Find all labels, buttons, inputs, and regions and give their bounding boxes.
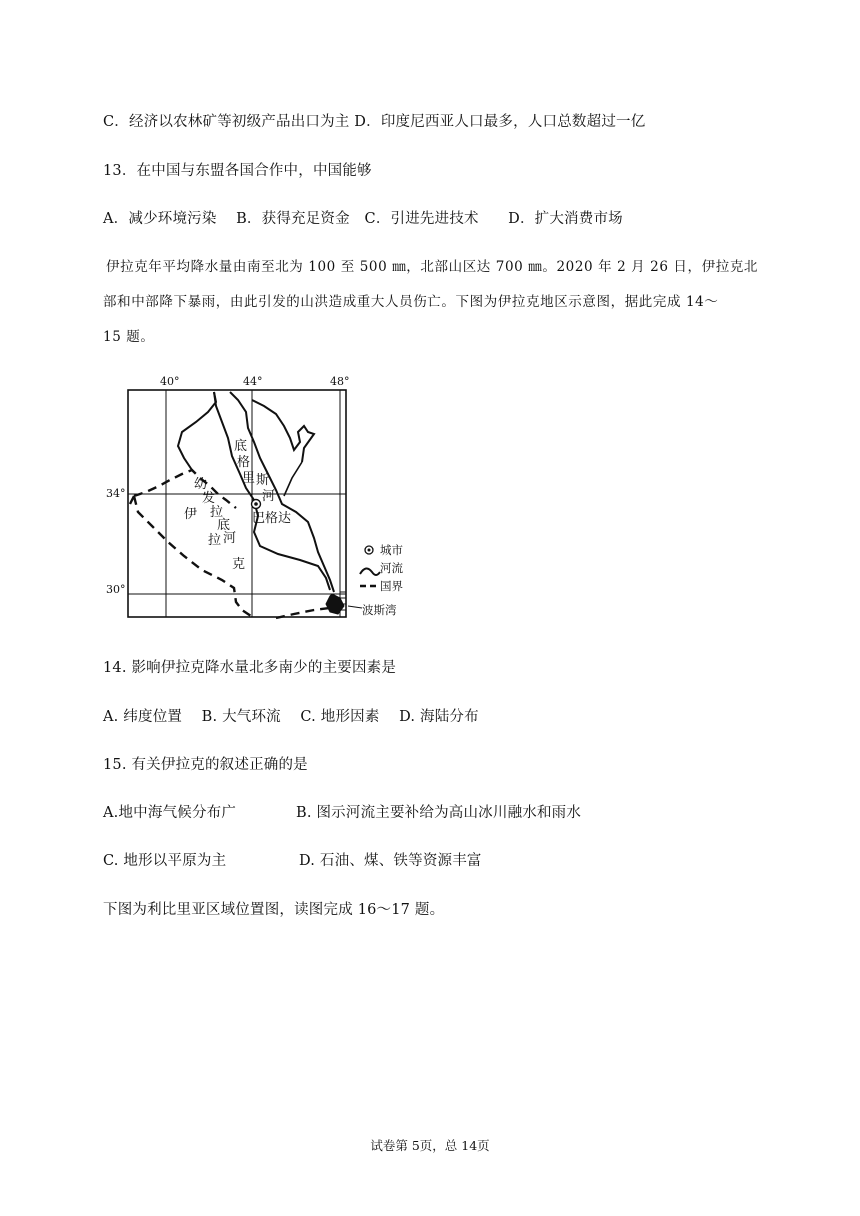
country-char-2: 拉 (208, 533, 222, 548)
q15-stem: 15. 有关伊拉克的叙述正确的是 (103, 757, 308, 773)
passage1-line2: 部和中部降下暴雨，由此引发的山洪造成重大人员伤亡。下图为伊拉克地区示意图，据此完成 14～ (103, 294, 719, 310)
passage1-line3: 15 题。 (103, 329, 155, 345)
tigris-char-5: 河 (262, 489, 276, 504)
legend-river-label: 河流 (380, 561, 403, 575)
map-frame (128, 390, 346, 617)
passage2-line1: 下图为利比里亚区域位置图，读图完成 16～17 题。 (103, 902, 445, 918)
q13-options: A．减少环境污染 B．获得充足资金 C．引进先进技术 D．扩大消费市场 (103, 211, 623, 227)
lon-label-44: 44° (243, 375, 263, 388)
euphrates-char-2: 发 (202, 491, 216, 506)
river-tigris-tributary (284, 462, 302, 496)
gulf-label: 波斯湾 (362, 603, 397, 617)
baghdad-label: 巴格达 (252, 511, 292, 526)
q15-option-c: C. 地形以平原为主 (103, 853, 227, 869)
tigris-char-3: 里 (242, 471, 256, 486)
q13-stem: 13．在中国与东盟各国合作中，中国能够 (103, 163, 372, 179)
q12-options-cd: C．经济以农林矿等初级产品出口为主 D．印度尼西亚人口最多，人口总数超过一亿 (103, 114, 646, 130)
tigris-char-2: 格 (237, 455, 251, 470)
lon-label-48: 48° (330, 375, 350, 388)
legend-river-icon (360, 568, 380, 575)
q14-options: A. 纬度位置 B. 大气环流 C. 地形因素 D. 海陆分布 (103, 709, 479, 725)
legend-city-label: 城市 (380, 543, 403, 557)
euphrates-char-3: 拉 (210, 505, 224, 520)
page-footer: 试卷第 5页，总 14页 (370, 1138, 490, 1153)
q15-option-b: B. 图示河流主要补给为高山冰川融水和雨水 (296, 805, 582, 821)
country-char-3: 克 (232, 557, 246, 572)
iraq-map (104, 366, 434, 626)
passage1-line1: 伊拉克年平均降水量由南至北为 100 至 500 ㎜，北部山区达 700 ㎜。2020 年 2 月 26 日，伊拉克北 (106, 259, 759, 275)
euphrates-char-5: 河 (223, 531, 237, 546)
gulf-pointer (348, 606, 362, 608)
q14-stem: 14. 影响伊拉克降水量北多南少的主要因素是 (103, 660, 397, 676)
tigris-char-1: 底 (234, 439, 248, 454)
country-char-1: 伊 (184, 507, 198, 522)
euphrates-char-4: 底 (217, 518, 231, 533)
baghdad-city-dot (254, 502, 258, 506)
legend-border-label: 国界 (380, 579, 403, 593)
lat-label-30: 30° (106, 583, 126, 596)
q15-option-d: D. 石油、煤、铁等资源丰富 (299, 853, 482, 869)
lon-label-40: 40° (160, 375, 180, 388)
tigris-char-4b: 斯 (256, 473, 270, 488)
lat-label-34: 34° (106, 487, 126, 500)
legend-city-icon-dot (368, 549, 371, 552)
euphrates-char-1: 幼 (194, 477, 208, 492)
q15-option-a: A.地中海气候分布广 (103, 805, 237, 821)
